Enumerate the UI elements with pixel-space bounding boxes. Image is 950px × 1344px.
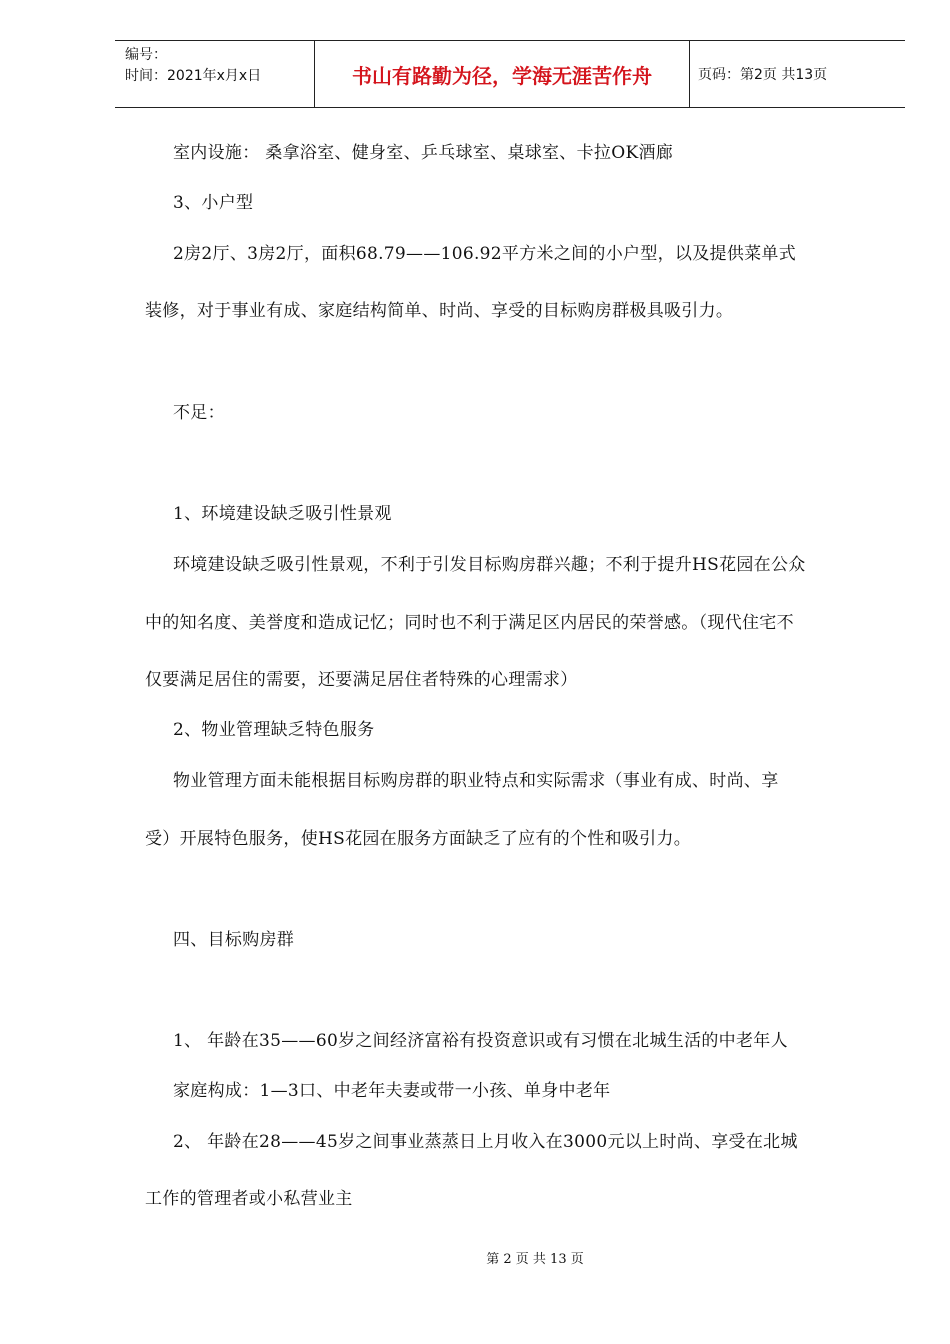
body-line: 仅要满足居住的需要，还要满足居住者特殊的心理需求） — [145, 670, 578, 690]
header-motto: 书山有路勤为径，学海无涯苦作舟 — [315, 41, 690, 107]
body-line: 不足： — [173, 403, 225, 423]
time-label: 时间：2021年x月x日 — [125, 68, 262, 84]
body-line: 2、物业管理缺乏特色服务 — [173, 720, 375, 740]
header-page-info: 页码：第2页 共13页 — [698, 67, 828, 83]
body-line: 工作的管理者或小私营业主 — [145, 1189, 353, 1209]
body-line: 环境建设缺乏吸引性景观，不利于引发目标购房群兴趣；不利于提升HS花园在公众 — [173, 555, 806, 575]
page-footer: 第 2 页 共 13 页 — [486, 1252, 584, 1267]
body-line: 2、 年龄在28——45岁之间事业蒸蒸日上月收入在3000元以上时尚、享受在北城 — [173, 1132, 798, 1152]
body-line: 1、环境建设缺乏吸引性景观 — [173, 504, 392, 524]
code-label: 编号： — [125, 47, 167, 63]
body-line: 家庭构成：1—3口、中老年夫妻或带一小孩、单身中老年 — [173, 1081, 611, 1101]
body-line: 室内设施： 桑拿浴室、健身室、乒乓球室、桌球室、卡拉OK酒廊 — [173, 143, 674, 163]
body-line: 2房2厅、3房2厅，面积68.79——106.92平方米之间的小户型，以及提供菜单式 — [173, 244, 797, 264]
document-header — [115, 40, 905, 108]
body-line: 四、目标购房群 — [173, 930, 295, 950]
body-line: 受）开展特色服务，使HS花园在服务方面缺乏了应有的个性和吸引力。 — [145, 829, 692, 849]
body-line: 3、小户型 — [173, 193, 254, 213]
header-meta — [115, 41, 315, 107]
body-line: 物业管理方面未能根据目标购房群的职业特点和实际需求（事业有成、时尚、享 — [173, 771, 779, 791]
body-line: 1、 年龄在35——60岁之间经济富裕有投资意识或有习惯在北城生活的中老年人 — [173, 1031, 788, 1051]
body-line: 装修，对于事业有成、家庭结构简单、时尚、享受的目标购房群极具吸引力。 — [145, 301, 734, 321]
body-line: 中的知名度、美誉度和造成记忆；同时也不利于满足区内居民的荣誉感。（现代住宅不 — [145, 613, 794, 633]
